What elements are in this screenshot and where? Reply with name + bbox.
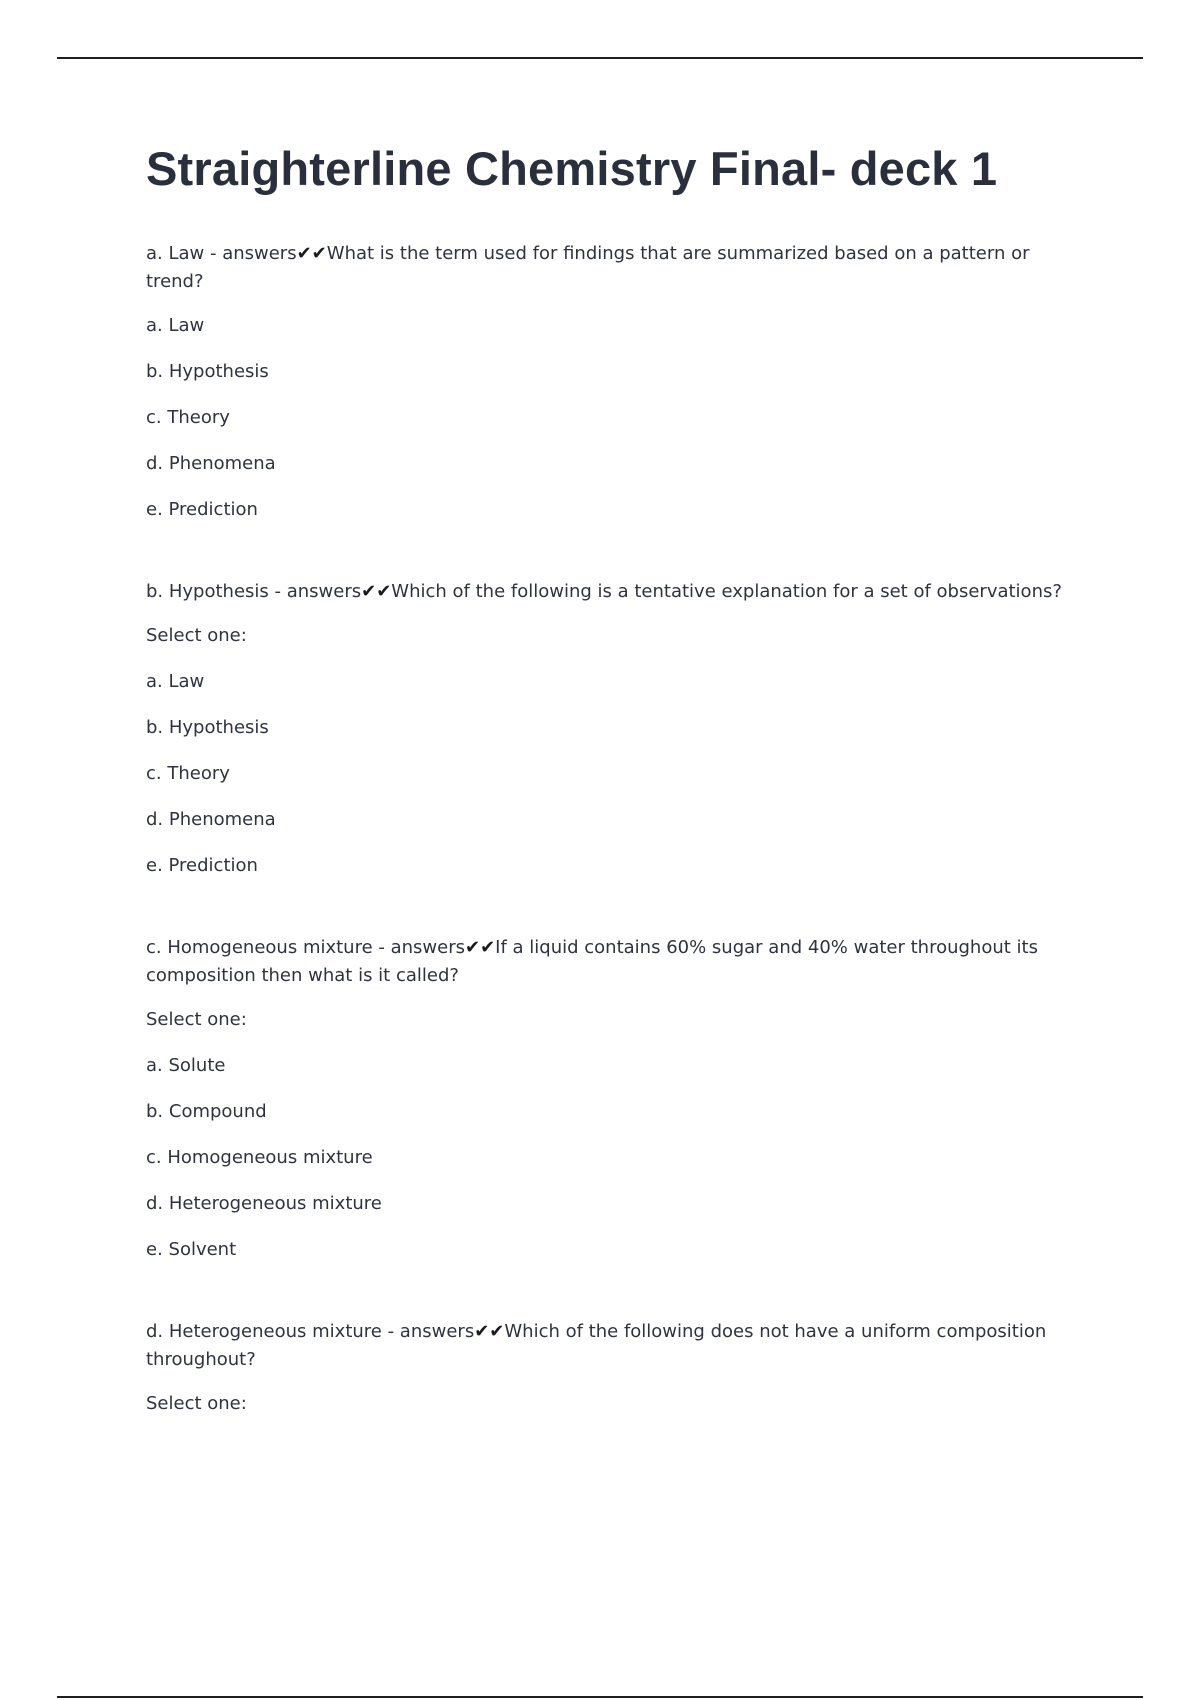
- question-prompt: What is the term used for findings that are summarized based on a pattern or trend?: [146, 243, 1030, 293]
- option-item: d. Phenomena: [146, 809, 276, 831]
- option-item: c. Theory: [146, 407, 230, 429]
- select-one-label: Select one:: [146, 1009, 247, 1031]
- qa-block-2: [146, 578, 1076, 880]
- option-item: c. Homogeneous mixture: [146, 1147, 373, 1169]
- option-item: b. Hypothesis: [146, 361, 269, 383]
- answer-label: c. Homogeneous mixture - answers: [146, 937, 465, 959]
- qa-block-1: [146, 240, 1076, 524]
- answer-label: a. Law - answers: [146, 243, 297, 265]
- question-text: [146, 240, 1076, 296]
- select-one-label: Select one:: [146, 1393, 247, 1415]
- answer-label: b. Hypothesis - answers: [146, 581, 362, 603]
- question-text: [146, 578, 1076, 606]
- question-prompt: Which of the following is a tentative explanation for a set of observations?: [391, 581, 1062, 603]
- option-item: e. Prediction: [146, 855, 258, 877]
- option-item: e. Prediction: [146, 499, 258, 521]
- select-one-label: Select one:: [146, 625, 247, 647]
- option-item: a. Law: [146, 315, 205, 337]
- check-mark-icon: ✔✔: [474, 1321, 505, 1343]
- option-item: b. Hypothesis: [146, 717, 269, 739]
- document-body: [146, 142, 1076, 1472]
- qa-block-4: [146, 1318, 1076, 1418]
- question-text: [146, 1318, 1076, 1374]
- document-title: Straighterline Chemistry Final- deck 1: [146, 142, 998, 195]
- answer-label: d. Heterogeneous mixture - answers: [146, 1321, 475, 1343]
- option-item: c. Theory: [146, 763, 230, 785]
- option-item: a. Law: [146, 671, 205, 693]
- option-item: d. Phenomena: [146, 453, 276, 475]
- top-rule: [57, 57, 1143, 59]
- option-item: b. Compound: [146, 1101, 267, 1123]
- option-item: a. Solute: [146, 1055, 226, 1077]
- check-mark-icon: ✔✔: [465, 937, 496, 959]
- qa-block-3: [146, 934, 1076, 1264]
- option-item: d. Heterogeneous mixture: [146, 1193, 382, 1215]
- question-prompt: Which of the following does not have a uniform composition throughout?: [146, 1321, 1047, 1371]
- check-mark-icon: ✔✔: [296, 243, 327, 265]
- check-mark-icon: ✔✔: [361, 581, 392, 603]
- question-text: [146, 934, 1076, 990]
- question-prompt: If a liquid contains 60% sugar and 40% water throughout its composition then what is it called?: [146, 937, 1038, 987]
- option-item: e. Solvent: [146, 1239, 237, 1261]
- bottom-rule: [57, 1696, 1143, 1698]
